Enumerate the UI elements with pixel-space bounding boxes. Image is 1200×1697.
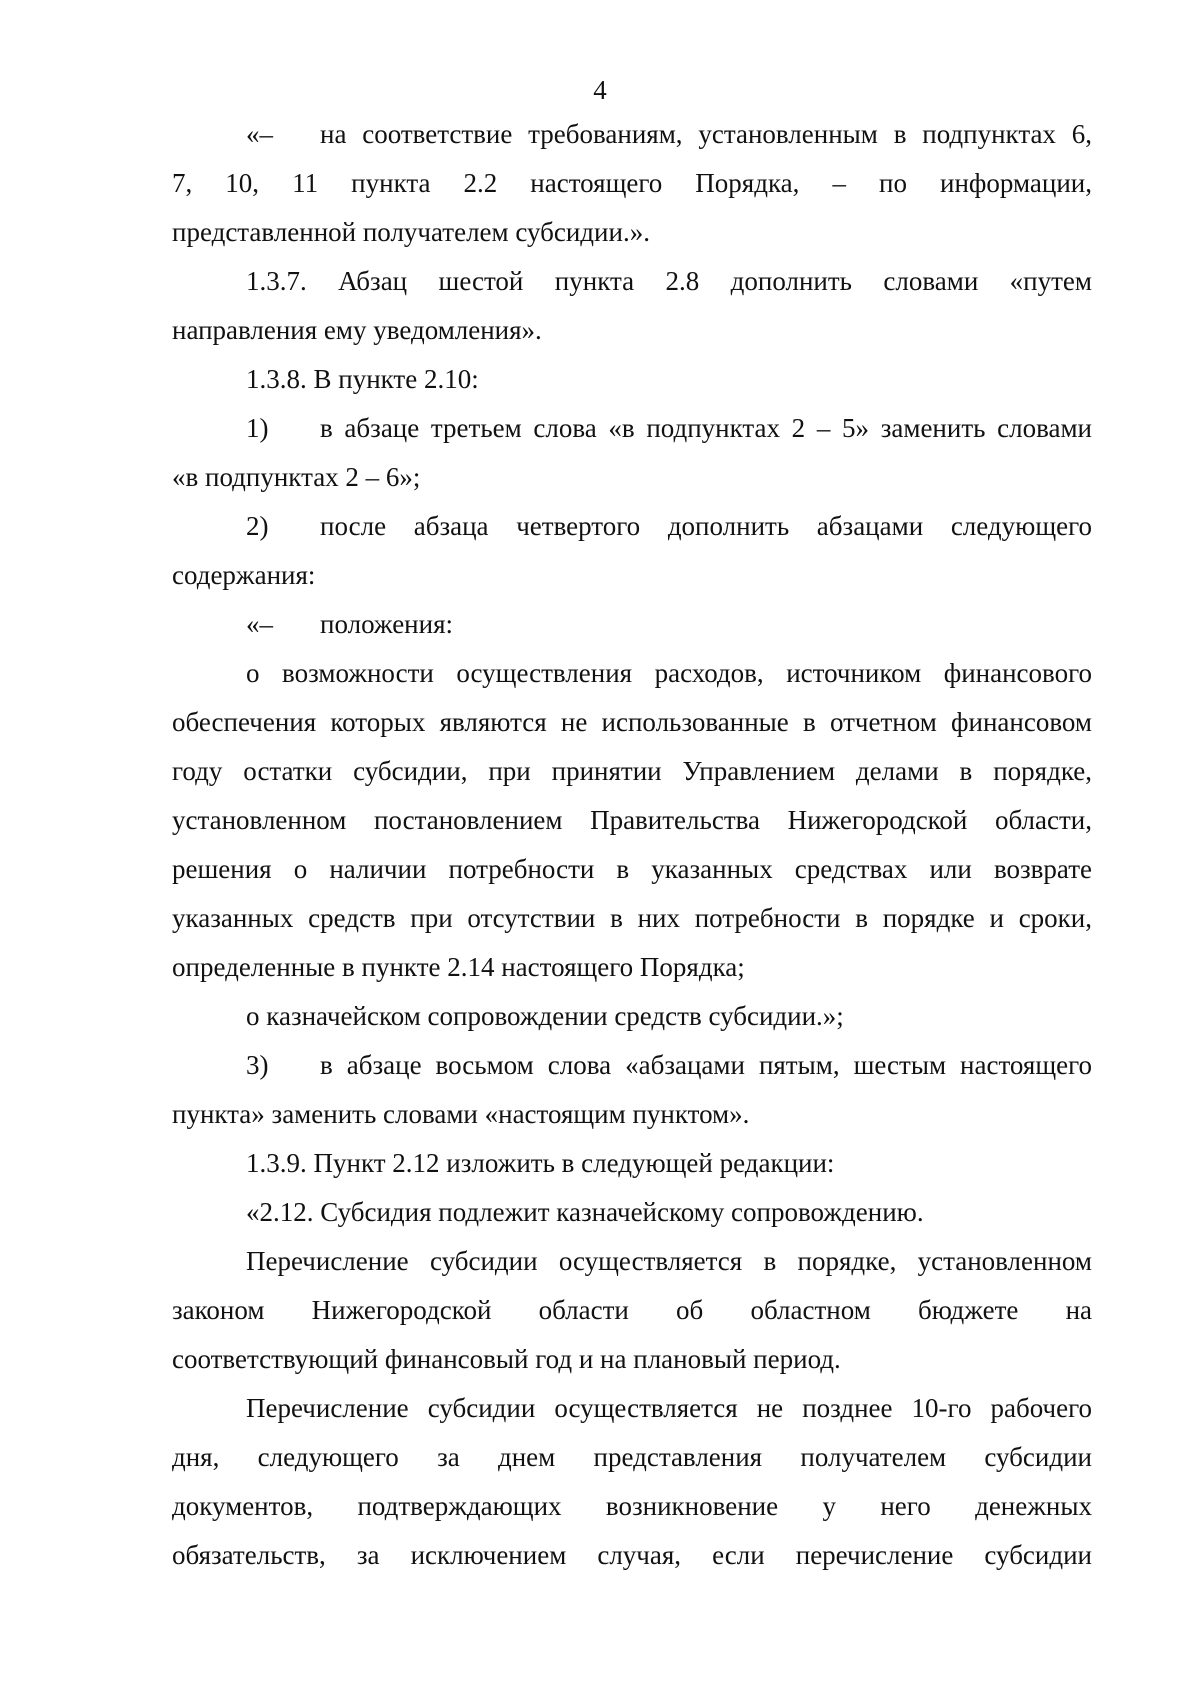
list-item-3 — [172, 1041, 1092, 1139]
list-marker: 1) — [246, 413, 269, 443]
paragraph-line: документов, подтверждающих возникновение у него денежных — [172, 1491, 1092, 1521]
paragraph-line: содержания: — [172, 560, 316, 590]
paragraph-line: установленном постановлением Правительства Нижегородской области, — [172, 805, 1092, 835]
paragraph-line: году остатки субсидии, при принятии Управлением делами в порядке, — [172, 756, 1092, 786]
paragraph-line: Перечисление субсидии осуществляется не позднее 10-го рабочего — [246, 1393, 1092, 1423]
paragraph-1-3-8 — [172, 355, 1092, 404]
paragraph-line: представленной получателем субсидии.». — [172, 217, 650, 247]
paragraph-line: решения о наличии потребности в указанных средствах или возврате — [172, 854, 1092, 884]
paragraph-line: определенные в пункте 2.14 настоящего Порядка; — [172, 952, 745, 982]
list-item-1 — [172, 404, 1092, 502]
paragraph-line: пункта» заменить словами «настоящим пунктом». — [172, 1099, 750, 1129]
paragraph-line: «2.12. Субсидия подлежит казначейскому сопровождению. — [246, 1197, 924, 1227]
paragraph-line: дня, следующего за днем представления получателем субсидии — [172, 1442, 1092, 1472]
paragraph-line: обеспечения которых являются не использованные в отчетном финансовом — [172, 707, 1092, 737]
paragraph-line: о возможности осуществления расходов, источником финансового — [246, 658, 1092, 688]
document-body — [172, 110, 1092, 1580]
paragraph-2-12 — [172, 1188, 1092, 1237]
list-marker: 2) — [246, 511, 269, 541]
paragraph-requirements — [172, 110, 1092, 257]
paragraph-line: 1.3.7. Абзац шестой пункта 2.8 дополнить словами «путем — [246, 266, 1092, 296]
paragraph-provisions — [172, 600, 1092, 649]
paragraph-line: обязательств, за исключением случая, если перечисление субсидии — [172, 1540, 1092, 1570]
paragraph-expenses — [172, 649, 1092, 992]
list-marker: 3) — [246, 1050, 269, 1080]
paragraph-line: 1.3.8. В пункте 2.10: — [246, 364, 479, 394]
dash-marker: «– — [246, 609, 273, 639]
paragraph-line: 1.3.9. Пункт 2.12 изложить в следующей редакции: — [246, 1148, 835, 1178]
paragraph-line: 7, 10, 11 пункта 2.2 настоящего Порядка, – по информации, — [172, 168, 1092, 198]
paragraph-line: в абзаце третьем слова «в подпунктах 2 – 5» заменить словами — [320, 413, 1092, 443]
paragraph-line: положения: — [320, 609, 453, 639]
paragraph-transfer-order — [172, 1237, 1092, 1384]
paragraph-1-3-9 — [172, 1139, 1092, 1188]
paragraph-line: указанных средств при отсутствии в них потребности в порядке и сроки, — [172, 903, 1092, 933]
paragraph-line: в абзаце восьмом слова «абзацами пятым, шестым настоящего — [320, 1050, 1092, 1080]
page-number: 4 — [593, 75, 607, 105]
list-item-2 — [172, 502, 1092, 600]
paragraph-line: законом Нижегородской области об областном бюджете на — [172, 1295, 1092, 1325]
dash-marker: «– — [246, 119, 273, 149]
paragraph-line: Перечисление субсидии осуществляется в порядке, установленном — [246, 1246, 1092, 1276]
paragraph-line: направления ему уведомления». — [172, 315, 542, 345]
paragraph-line: соответствующий финансовый год и на плановый период. — [172, 1344, 841, 1374]
paragraph-line: о казначейском сопровождении средств субсидии.»; — [246, 1001, 844, 1031]
paragraph-line: на соответствие требованиям, установленным в подпунктах 6, — [320, 119, 1092, 149]
paragraph-transfer-deadline — [172, 1384, 1092, 1580]
paragraph-1-3-7 — [172, 257, 1092, 355]
paragraph-treasury — [172, 992, 1092, 1041]
paragraph-line: «в подпунктах 2 – 6»; — [172, 462, 421, 492]
paragraph-line: после абзаца четвертого дополнить абзацами следующего — [320, 511, 1092, 541]
